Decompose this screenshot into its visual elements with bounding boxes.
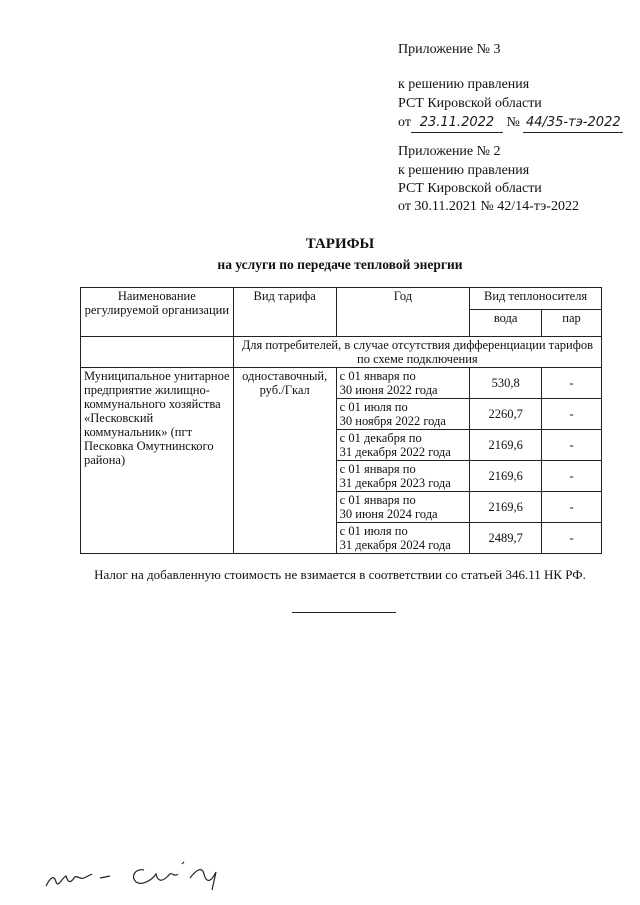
annex3-date-handwritten: 23.11.2022	[411, 113, 503, 133]
signature-text	[40, 860, 41, 861]
annex3-num-prefix: №	[506, 115, 520, 130]
org-name-cell: Муниципальное унитарное предприятие жилищно-коммунального хозяйства «Песковский коммунальник» (пгт Песковка Омутнинского района)	[81, 368, 234, 554]
annex3-line1: к решению правления	[398, 77, 530, 92]
annex3-line2: РСТ Кировской области	[398, 96, 542, 111]
annex3-date-prefix: от	[398, 115, 411, 130]
header-steam: пар	[542, 310, 602, 337]
steam-value: -	[542, 430, 602, 461]
steam-value: -	[542, 368, 602, 399]
period-cell: с 01 января по 30 июня 2022 года	[336, 368, 470, 399]
water-value: 2489,7	[470, 523, 542, 554]
period-cell: с 01 декабря по 31 декабря 2022 года	[336, 430, 470, 461]
table-row	[81, 368, 602, 399]
vat-note: Налог на добавленную стоимость не взимается в соответствии со статьей 346.11 НК РФ.	[94, 567, 586, 582]
header-tariff-type: Вид тарифа	[233, 288, 336, 337]
period-cell: с 01 июля по 30 ноября 2022 года	[336, 399, 470, 430]
steam-value: -	[542, 492, 602, 523]
header-org: Наименование регулируемой организации	[81, 288, 234, 337]
annex3-number-handwritten: 44/35-тэ-2022	[523, 113, 623, 133]
steam-value: -	[542, 461, 602, 492]
tariff-type-cell: одноставочный, руб./Гкал	[233, 368, 336, 554]
steam-value: -	[542, 523, 602, 554]
annex2-line2: РСТ Кировской области	[398, 181, 542, 196]
header-consumers: Для потребителей, в случае отсутствия дифференциации тарифов по схеме подключения	[233, 337, 601, 368]
annex3-date-line	[398, 113, 623, 133]
annex2-line3: от 30.11.2021 № 42/14-тэ-2022	[398, 199, 579, 214]
table-consumers-row	[81, 337, 602, 368]
tariffs-table	[80, 287, 602, 554]
water-value: 530,8	[470, 368, 542, 399]
header-year: Год	[336, 288, 470, 337]
period-cell: с 01 июля по 31 декабря 2024 года	[336, 523, 470, 554]
annex2-line1: к решению правления	[398, 163, 530, 178]
period-cell: с 01 января по 30 июня 2024 года	[336, 492, 470, 523]
header-water: вода	[470, 310, 542, 337]
table-header-row	[81, 288, 602, 310]
water-value: 2169,6	[470, 492, 542, 523]
document-title: ТАРИФЫ	[305, 236, 375, 252]
separator-line	[292, 612, 396, 613]
water-value: 2169,6	[470, 430, 542, 461]
period-cell: с 01 января по 31 декабря 2023 года	[336, 461, 470, 492]
annex2-title: Приложение № 2	[398, 144, 501, 159]
signature-scribble	[40, 852, 240, 897]
document-subtitle: на услуги по передаче тепловой энергии	[217, 257, 463, 272]
water-value: 2169,6	[470, 461, 542, 492]
water-value: 2260,7	[470, 399, 542, 430]
annex3-title: Приложение № 3	[398, 42, 501, 57]
header-carrier: Вид теплоносителя	[470, 288, 602, 310]
steam-value: -	[542, 399, 602, 430]
